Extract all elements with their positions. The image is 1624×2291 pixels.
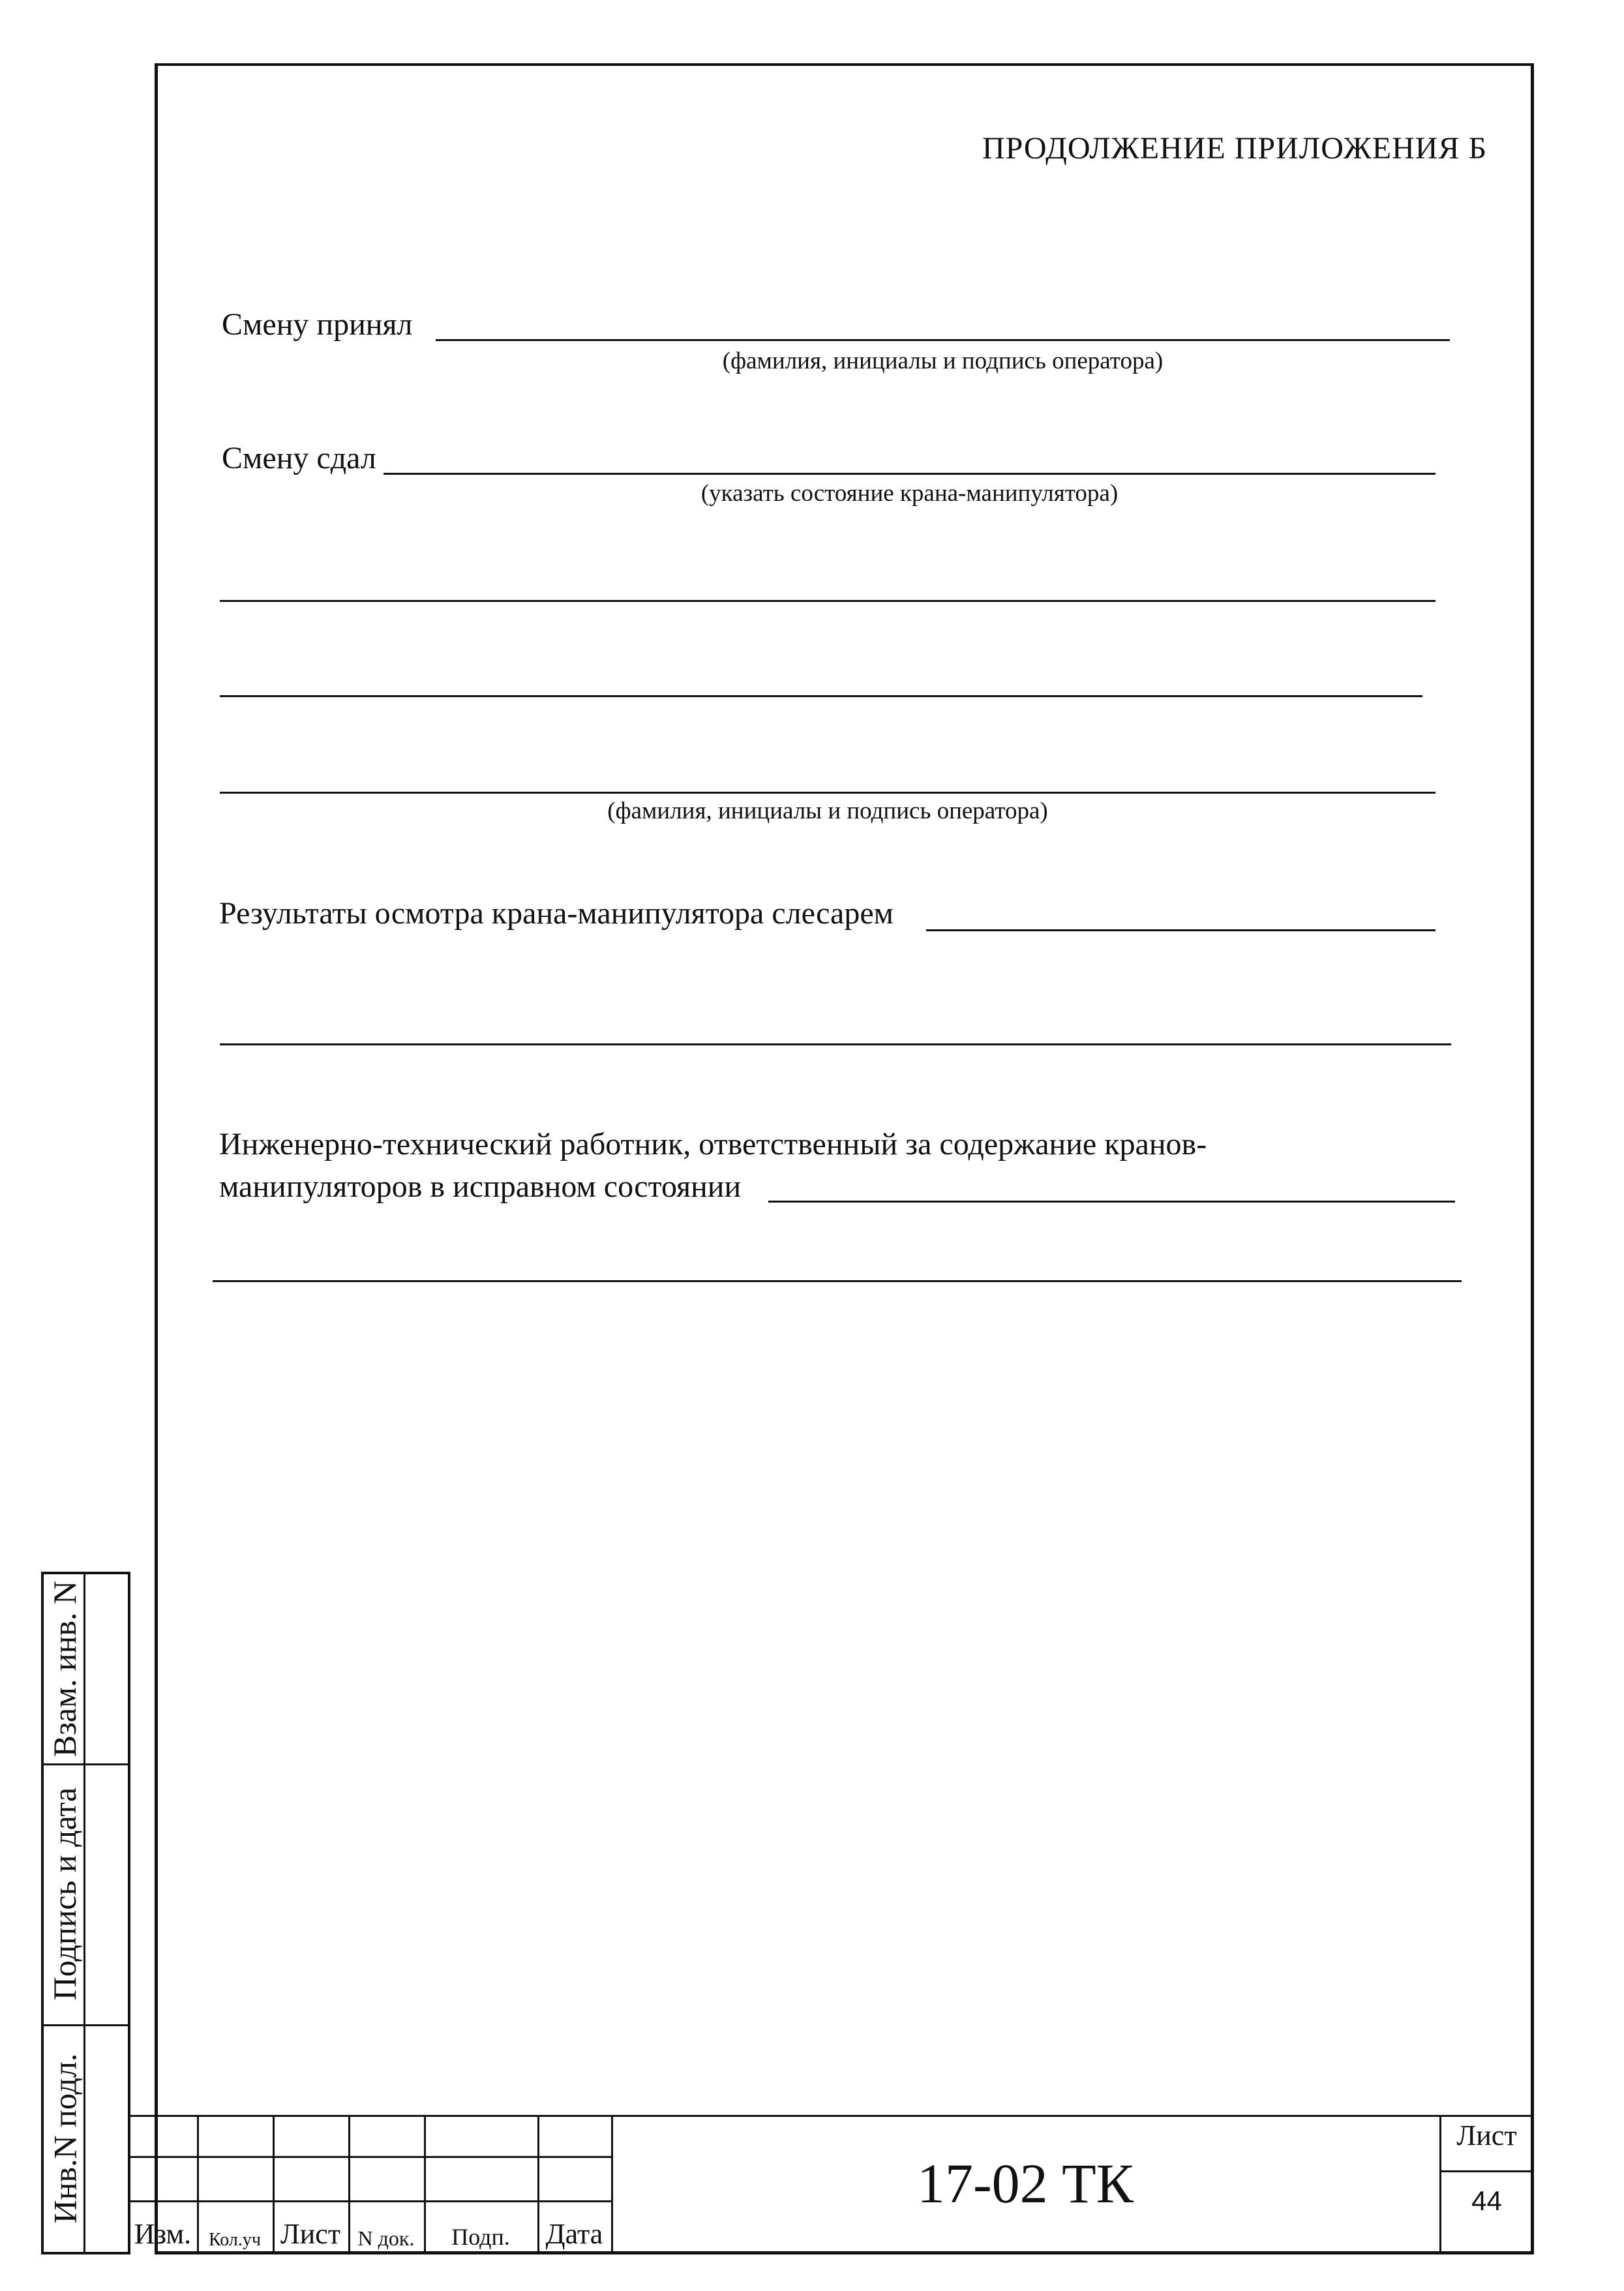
- shift-accepted-label: Смену принял: [222, 307, 413, 342]
- shift-handed-sign-hint: (фамилия, инициалы и подпись оператора): [607, 798, 1048, 824]
- page-title: ПРОДОЛЖЕНИЕ ПРИЛОЖЕНИЯ Б: [982, 131, 1487, 166]
- engineer-line-2[interactable]: [213, 1280, 1462, 1282]
- col-sign: Подп.: [451, 2224, 510, 2250]
- shift-handed-sign-field[interactable]: [220, 792, 1436, 794]
- inv-number-label: Инв.N подл.: [46, 2053, 83, 2223]
- shift-handed-line-2[interactable]: [220, 600, 1436, 602]
- col-count: Кол.уч: [209, 2230, 261, 2250]
- document-code: 17-02 ТК: [916, 2152, 1134, 2215]
- shift-handed-label: Смену сдал: [222, 441, 376, 475]
- inv-original-label: Взам. инв. N: [46, 1580, 83, 1758]
- sheet-label: Лист: [1456, 2119, 1517, 2151]
- engineer-field[interactable]: [768, 1201, 1455, 1203]
- inspection-line-2[interactable]: [220, 1043, 1451, 1045]
- sheet-number: 44: [1471, 2185, 1502, 2216]
- inspection-label: Результаты осмотра крана-манипулятора слесарем: [219, 896, 894, 931]
- signature-date-label: Подпись и дата: [46, 1787, 83, 2001]
- shift-handed-hint: (указать состояние крана-манипулятора): [700, 480, 1119, 507]
- engineer-label-line1: Инженерно-технический работник, ответственный за содержание кранов-: [219, 1127, 1207, 1161]
- engineer-label-line2: манипуляторов в исправном состоянии: [219, 1169, 742, 1204]
- col-doc: N док.: [357, 2226, 415, 2250]
- col-date: Дата: [545, 2218, 603, 2250]
- inspection-field[interactable]: [926, 929, 1436, 931]
- shift-accepted-field[interactable]: [436, 339, 1450, 341]
- col-sheet: Лист: [280, 2218, 341, 2250]
- side-stamp: [41, 1572, 130, 2254]
- shift-accepted-hint: (фамилия, инициалы и подпись оператора): [722, 348, 1164, 374]
- col-change: Изм.: [134, 2218, 192, 2250]
- shift-handed-line-3[interactable]: [220, 695, 1422, 697]
- shift-handed-field[interactable]: [383, 473, 1436, 475]
- title-block: [128, 2115, 1534, 2254]
